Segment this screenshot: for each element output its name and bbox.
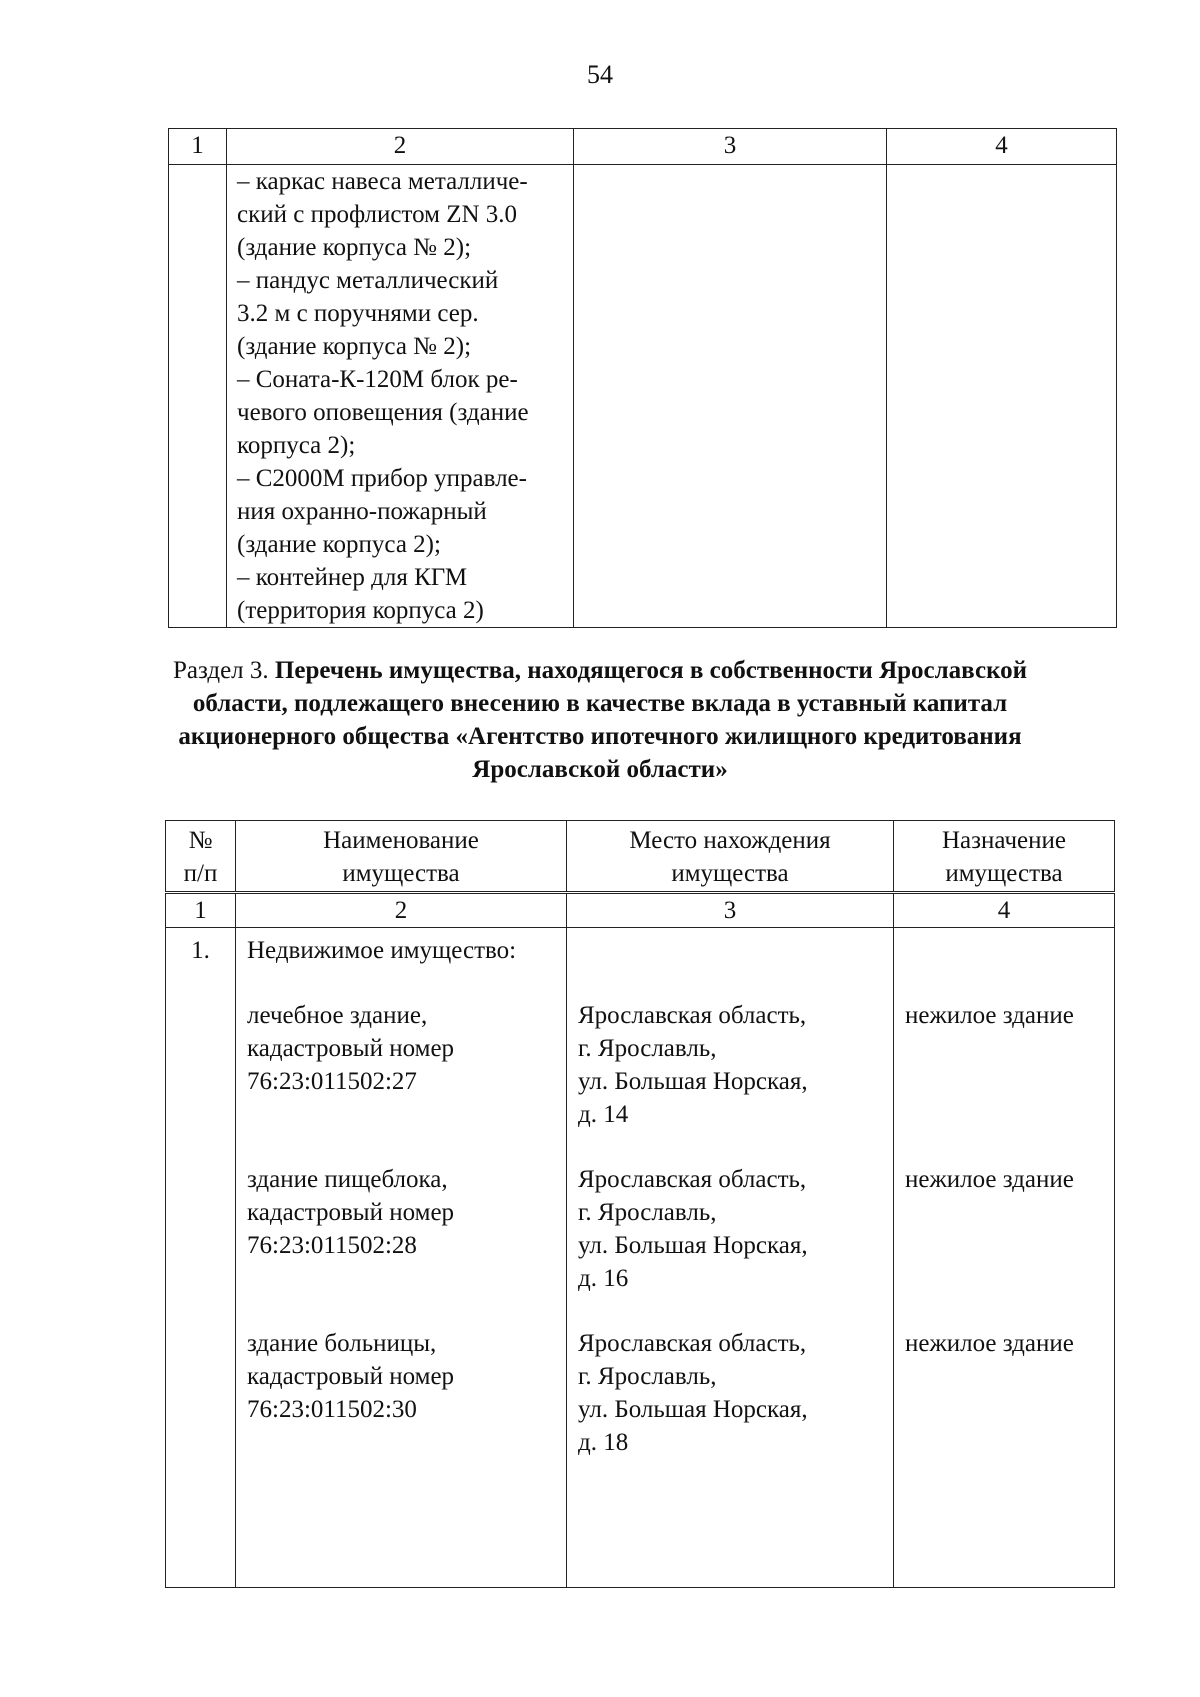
row-heading: Недвижимое имущество: [247, 937, 517, 964]
item-purpose-3: нежилое здание [905, 1330, 1074, 1357]
col-number-3: 3 [574, 129, 887, 165]
numbers-row [166, 894, 1115, 928]
page-number: 54 [587, 60, 613, 89]
col-number-4: 4 [894, 894, 1115, 928]
col-number-2: 2 [227, 129, 574, 165]
header-name-text: Наименование имущества [323, 827, 479, 887]
item-name-1: лечебное здание, кадастровый номер 76:23:011502:27 [247, 1002, 455, 1095]
header-location-text: Место нахождения имущества [629, 827, 831, 887]
section-prefix: Раздел 3. [172, 657, 275, 684]
property-table-header [165, 820, 1115, 892]
table-row [166, 928, 1115, 1588]
header-name [236, 821, 567, 892]
row-number [166, 928, 236, 1588]
item-location-2: Ярославская область, г. Ярославль, ул. Большая Норская, д. 16 [578, 1166, 808, 1292]
item-purpose-2: нежилое здание [905, 1166, 1074, 1193]
name-cell [236, 928, 567, 1588]
header-purpose-text: Назначение имущества [941, 827, 1067, 887]
item-location-3: Ярославская область, г. Ярославль, ул. Большая Норская, д. 18 [578, 1330, 808, 1456]
item-name-3: здание больницы, кадастровый номер 76:23:011502:30 [247, 1330, 455, 1423]
purpose-cell [894, 928, 1115, 1588]
col-number-2: 2 [236, 894, 567, 928]
cell-empty [887, 165, 1117, 628]
header-number-text: № п/п [183, 827, 218, 887]
item-name-2: здание пищеблока, кадастровый номер 76:23:011502:28 [247, 1166, 455, 1259]
cell-empty [574, 165, 887, 628]
property-table [165, 893, 1115, 1588]
items-list-text: – каркас навеса металличе- ский с профлистом ZN 3.0 (здание корпуса № 2); – пандус металлический 3.2 м с поручнями сер. (здание корпуса № 2); – Соната-К-120М блок ре- чевого оповещения (здание корпуса 2); – С2000М прибор управле- ния охранно-пожарный (здание корпуса 2); – контейнер для КГМ (территория корпуса 2) [237, 168, 529, 624]
location-cell [567, 928, 894, 1588]
col-number-1: 1 [169, 129, 227, 165]
header-number [166, 821, 236, 892]
item-location-1: Ярославская область, г. Ярославль, ул. Большая Норская, д. 14 [578, 1002, 808, 1128]
table-header-row [169, 129, 1117, 165]
continuation-table [168, 128, 1117, 628]
items-list-cell [227, 165, 574, 628]
item-purpose-1: нежилое здание [905, 1002, 1074, 1029]
col-number-3: 3 [567, 894, 894, 928]
header-purpose [894, 821, 1115, 892]
row-number-text: 1. [191, 937, 210, 964]
col-number-4: 4 [887, 129, 1117, 165]
header-location [567, 821, 894, 892]
section-heading [150, 654, 1050, 786]
cell-empty [169, 165, 227, 628]
header-row [166, 821, 1115, 892]
col-number-1: 1 [166, 894, 236, 928]
table-row [169, 165, 1117, 628]
section-title: Перечень имущества, находящегося в собственности Ярославской области, подлежащего внесению в качестве вклада в уставный капитал акционерного общества «Агентство ипотечного жилищного кредитования Ярославской области» [178, 657, 1028, 783]
